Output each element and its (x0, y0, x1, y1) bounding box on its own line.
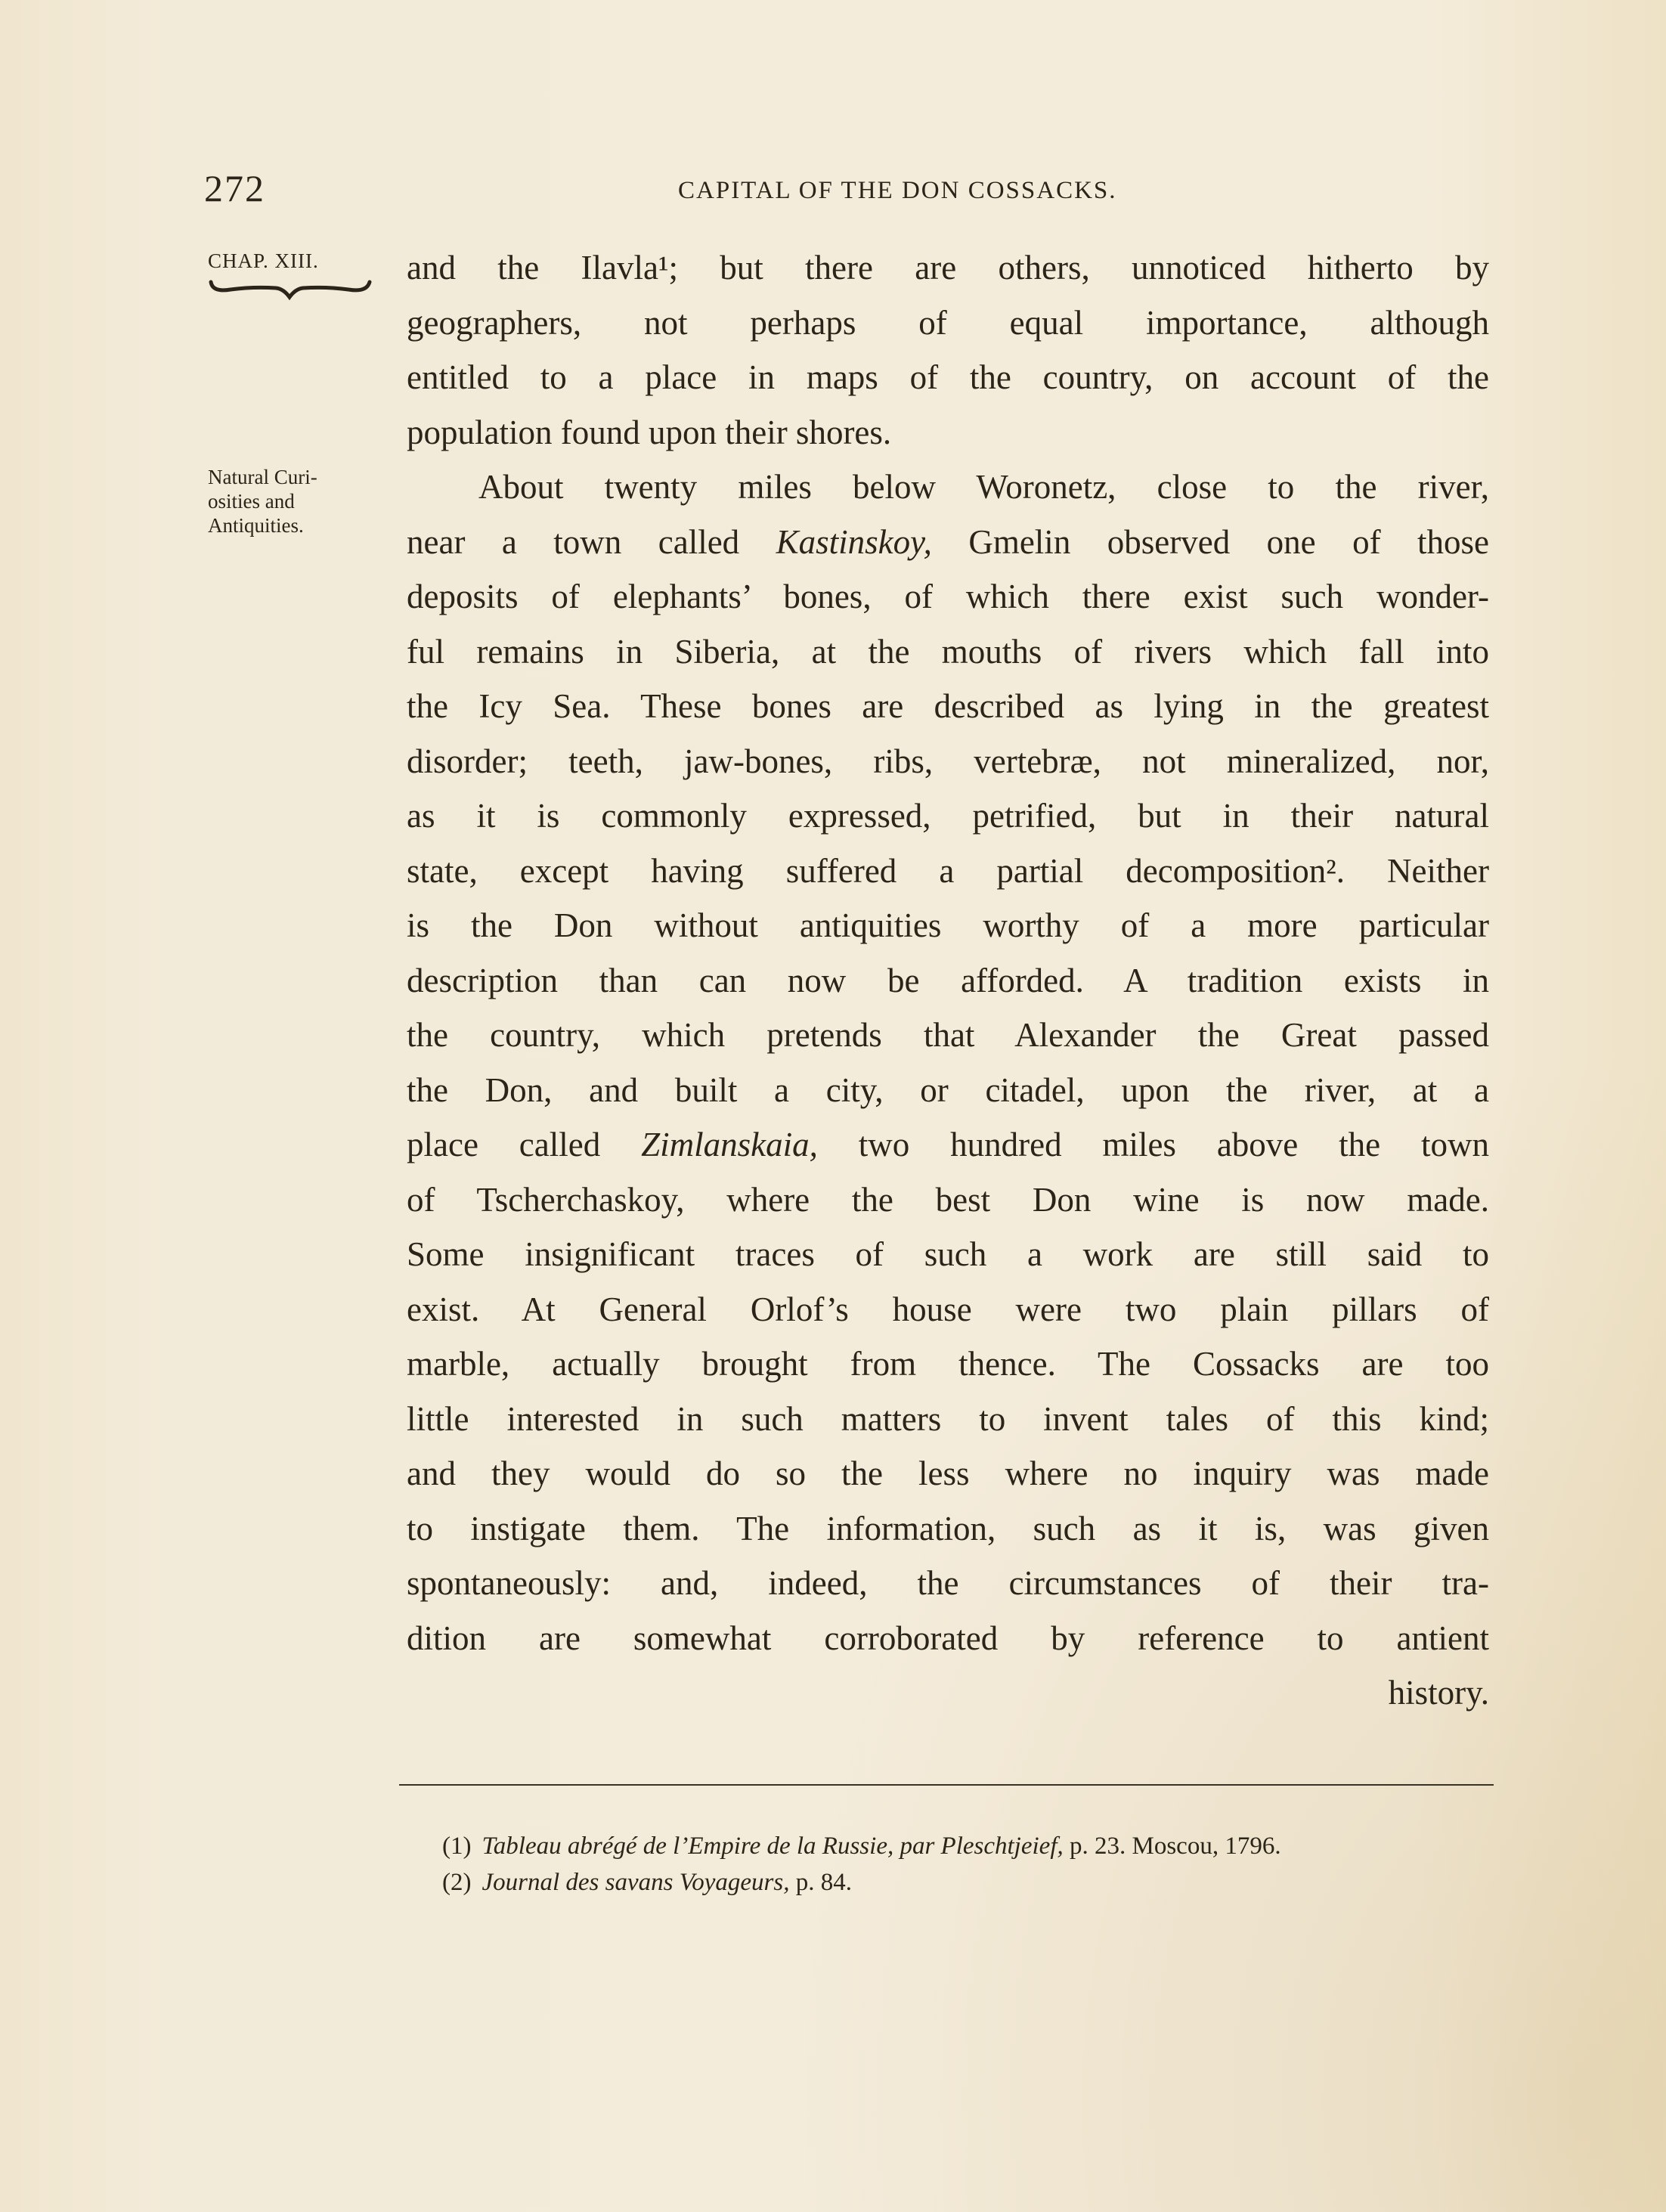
text-line: ful remains in Siberia, at the mouths of rivers which fall into (407, 632, 1489, 671)
text-line: and they would do so the less where no inquiry was made (407, 1455, 1489, 1492)
text-segment: two hundred miles above the town (817, 1126, 1489, 1163)
text-line: the Don, and built a city, or citadel, upon the river, at a (407, 1070, 1489, 1109)
side-note-line: Natural Curi- (208, 466, 317, 488)
text-segment: Gmelin observed one of those (931, 522, 1489, 561)
left-margin (208, 249, 382, 537)
text-line: Some insignificant traces of such a work are still said to (407, 1235, 1489, 1273)
footnote-citation: p. 84. (789, 1869, 852, 1896)
text-line: description than can now be afforded. A tradition exists in (407, 961, 1489, 999)
footnote-number: (1) (442, 1832, 472, 1860)
footnote (442, 1828, 1516, 1864)
text-line: exist. At General Orlof’s house were two plain pillars of (407, 1290, 1489, 1328)
text-line: history. (1388, 1674, 1489, 1712)
side-note (208, 465, 317, 538)
side-note-line: Antiquities. (208, 514, 304, 537)
text-line: geographers, not perhaps of equal importance, although (407, 303, 1489, 342)
footnote-number: (2) (442, 1869, 472, 1896)
ornamental-brace-icon (208, 277, 374, 308)
text-line (407, 515, 1489, 570)
text-line: the country, which pretends that Alexander the Great passed (407, 1016, 1489, 1054)
text-line: deposits of elephants’ bones, of which there exist such wonder- (407, 578, 1489, 615)
footnote-rule (399, 1784, 1494, 1786)
chapter-label: CHAP. XIII. (208, 249, 319, 272)
side-note-line: osities and (208, 490, 295, 513)
text-line: to instigate them. The information, such as it is, was given (407, 1509, 1489, 1547)
text-line: and the Ilavla¹; but there are others, unnoticed hitherto by (407, 249, 1489, 287)
text-line: dition are somewhat corroborated by reference to antient (407, 1619, 1489, 1657)
italic-place-name: Zimlanskaia, (641, 1126, 818, 1163)
footnote-title: Tableau abrégé de l’Empire de la Russie, par Pleschtjeief, (482, 1832, 1064, 1860)
footnotes (442, 1828, 1516, 1901)
running-head: CAPITAL OF THE DON COSSACKS. (678, 177, 1117, 204)
text-line: is the Don without antiquities worthy of a more particular (407, 906, 1489, 944)
italic-place-name: Kastinskoy, (776, 522, 932, 561)
text-line: state, except having suffered a partial decomposition². Neither (407, 851, 1489, 890)
footnote-citation: p. 23. Moscou, 1796. (1063, 1832, 1281, 1860)
text-line: little interested in such matters to invent tales of this kind; (407, 1399, 1489, 1438)
text-line: of Tscherchaskoy, where the best Don wine is now made. (407, 1180, 1489, 1219)
text-line: as it is commonly expressed, petrified, but in their natural (407, 797, 1489, 835)
text-line: disorder; teeth, jaw-bones, ribs, vertebræ, not mineralized, nor, (407, 742, 1489, 780)
body-text (407, 240, 1489, 1721)
text-line: population found upon their shores. (407, 413, 892, 451)
text-line: the Icy Sea. These bones are described as lying in the greatest (407, 687, 1489, 725)
text-line: spontaneously: and, indeed, the circumstances of their tra- (407, 1564, 1489, 1602)
text-segment: place called (407, 1126, 642, 1163)
text-line: About twenty miles below Woronetz, close to the river, (478, 468, 1489, 506)
text-segment: near a town called (407, 522, 776, 561)
page-number: 272 (204, 167, 265, 209)
footnote (442, 1864, 1516, 1901)
text-line: marble, actually brought from thence. The Cossacks are too (407, 1345, 1489, 1383)
text-line (407, 1117, 1489, 1173)
page-header (204, 166, 1519, 219)
text-line: entitled to a place in maps of the country, on account of the (407, 358, 1489, 396)
footnote-title: Journal des savans Voyageurs, (482, 1869, 790, 1896)
